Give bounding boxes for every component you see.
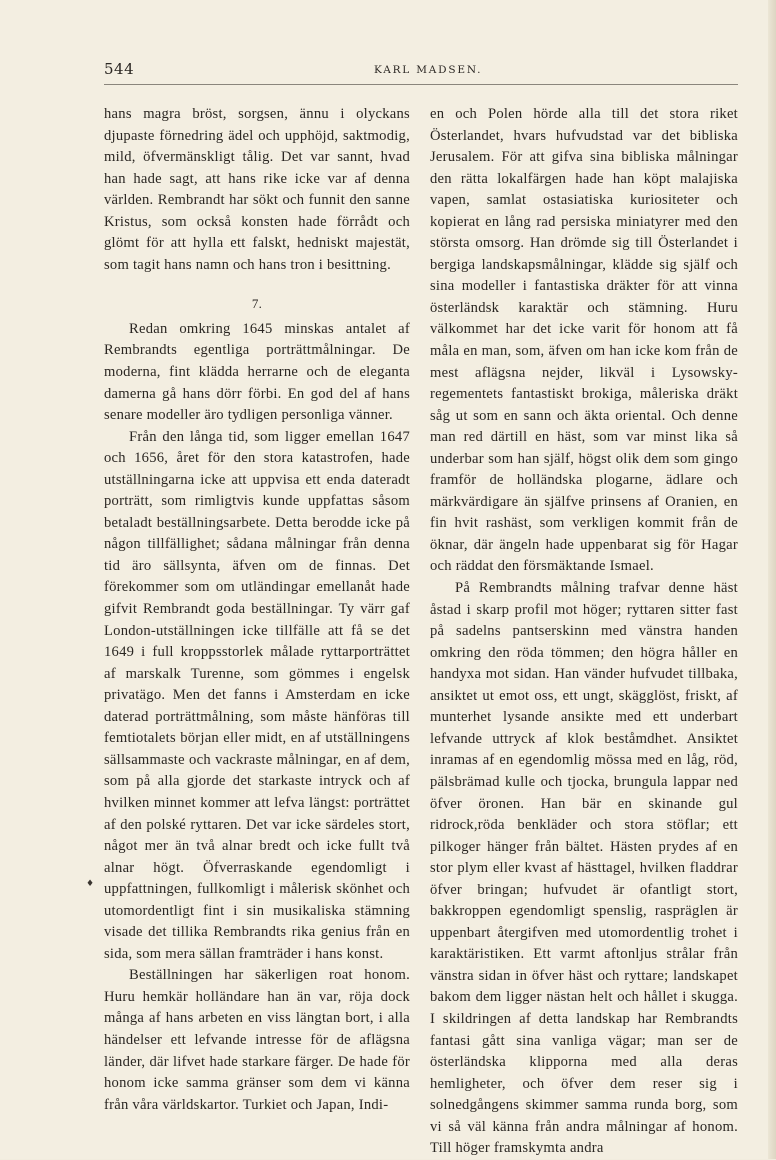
- page-edge-shadow: [768, 0, 776, 1159]
- right-column: [430, 104, 738, 1160]
- paragraph: hans magra bröst, sorgsen, ännu i olyckans djupaste förnedring ädel och upphöjd, saktmodig, mild, öfvermänskligt tålig. Det var sannt, hvad han hade sagt, att hans rike icke var af denna världen. Rembrandt har sökt och funnit den sanne Kristus, som också konsten hade förrådt och glömt för att hylla ett falskt, hedniskt majestät, som tagit hans namn och hans tron i besittning.: [104, 106, 410, 273]
- left-column: [104, 104, 410, 1116]
- paragraph: På Rembrandts målning trafvar denne häst åstad i skarp profil mot höger; ryttaren sitter fast på sadelns pantserskinn med vänstra handen omkring den röda tömmen; den högra håller en handyxa mot sidan. Han vänder hufvudet tillbaka, ansiktet ut emot oss, ett ungt, skägglöst, friskt, af munterhet lysande ansikte med ett underbart lefvande uttryck af klok beståmdhet. Ansiktet inramas af en egendomlig mössa med en låg, röd, pälsbrämad kulle och tjocka, brungula lappar ned öfver öronen. Han bär en skinande gul ridrock,röda benkläder och stora stöflar; ett pilkoger hänger från bältet. Hästen prydes af en stor plym eller kvast af hästtagel, hvilken fladdrar öfver bringan; hufvudet är ofantligt stort, bakkroppen egendomligt spenslig, raspräglen är uppenbart återgifven med utomordentlig trohet i karaktäristiken. Ett varmt aftonljus strålar från vänstra sidan in öfver häst och ryttare; landskapet bakom dem ligger nästan helt och hållet i skugga. I skildringen af detta landskap har Rembrandts fantasi gått sina vanliga vägar; man ser de österländska klipporna med alla deras hemligheter, och öfver dem reser sig i solnedgångens skimmer samma runda borg, som vi så väl känna från andra målningar af honom. Till höger framskymta andra: [430, 580, 738, 1157]
- paragraph: Från den långa tid, som ligger emellan 1647 och 1656, året för den stora katastrofen, hade utställningarna icke att uppvisa ett enda dateradt porträtt, som rimligtvis kunde uppfattas såsom betaladt beställningsarbete. Detta berodde icke på någon tillfällighet; sådana målningar från denna tid äro sällsynta, äfven om de finnas. Det förekommer som om utländingar emellanåt hade gifvit Rembrandt goda beställningar. Ty värr gaf London-utställningen icke tillfälle att få se det 1649 i full kroppsstorlek målade ryttarporträttet af marskalk Turenne, som gömmes i engelsk privatägo. Men det fanns i Amsterdam en icke daterad porträttmålning, som måste hänföras till femtiotalets början eller midt, en af utställningens sällsammaste och vackraste målningar, en af dem, som på alla gjorde det starkaste intryck och af hvilken minnet kommer att lefva längst: porträttet af den polské ryttaren. Det var icke särdeles stort, något mer än två alnar bredt och icke fullt två alnar högt. Öfverraskande egendomligt i uppfattningen, fullkomligt i målerisk skönhet och utomordentligt fint i sin musikaliska stämning visade det tillika Rembrandts rika genius från en sida, som mera sällan framträder i hans konst.: [104, 428, 410, 962]
- page-header: [104, 58, 738, 85]
- paragraph: en och Polen hörde alla till det stora riket Österlandet, hvars hufvudstad var det bibliska Jerusalem. För att gifva sina bibliska målningar den rätta lokalfärgen hade han köpt malajiska vapen, samlat ostasiatiska kuriositeter och kopierat en lång rad persiska miniatyrer med den största omsorg. Han drömde sig till Österlandet i bergiga landskapsmålningar, klädde sig själf och sina modeller i fantastiska dräkter för att vinna österländsk karaktär och stämning. Huru välkommet har det icke varit för honom att få måla en man, som, äfven om han icke kom från de mest aflägsna nejder, likväl i Lysowsky-regementets fantastiskt brokiga, måleriska dräkt såg ut som en sann och äkta oriental. Och denne man red därtill en häst, som var minst lika så underbar som han själf, högst olik dem som gingo framför de holländska plogarne, ädlare och märkvärdigare än själfve prinsens af Oranien, en fin hvit rashäst, som verkligen kommit från de öknar, där ängeln hade uppenbarat sig för Hagar och räddat den försmäktande Ismael.: [430, 106, 738, 575]
- paragraph: Beställningen har säkerligen roat honom. Huru hemkär holländare han än var, röja dock många af hans arbeten en viss längtan bort, i alla händelser ett lefvande intresse för de aflägsna länder, där lifvet hade starkare färger. De hade för honom icke samma gränser som dem vi känna från våra världskartor. Turkiet och Japan, Indi-: [104, 967, 410, 1113]
- running-head: KARL MADSEN.: [374, 64, 483, 76]
- section-number: 7.: [251, 296, 263, 312]
- margin-mark: ♦: [86, 879, 95, 889]
- paragraph: Redan omkring 1645 minskas antalet af Rembrandts egentliga porträttmålningar. De moderna, fint klädda herrarne och de eleganta damerna gå hans dörr förbi. En god del af hans senare modeller äro tydligen personliga vänner.: [104, 320, 410, 424]
- page-number: 544: [104, 60, 135, 78]
